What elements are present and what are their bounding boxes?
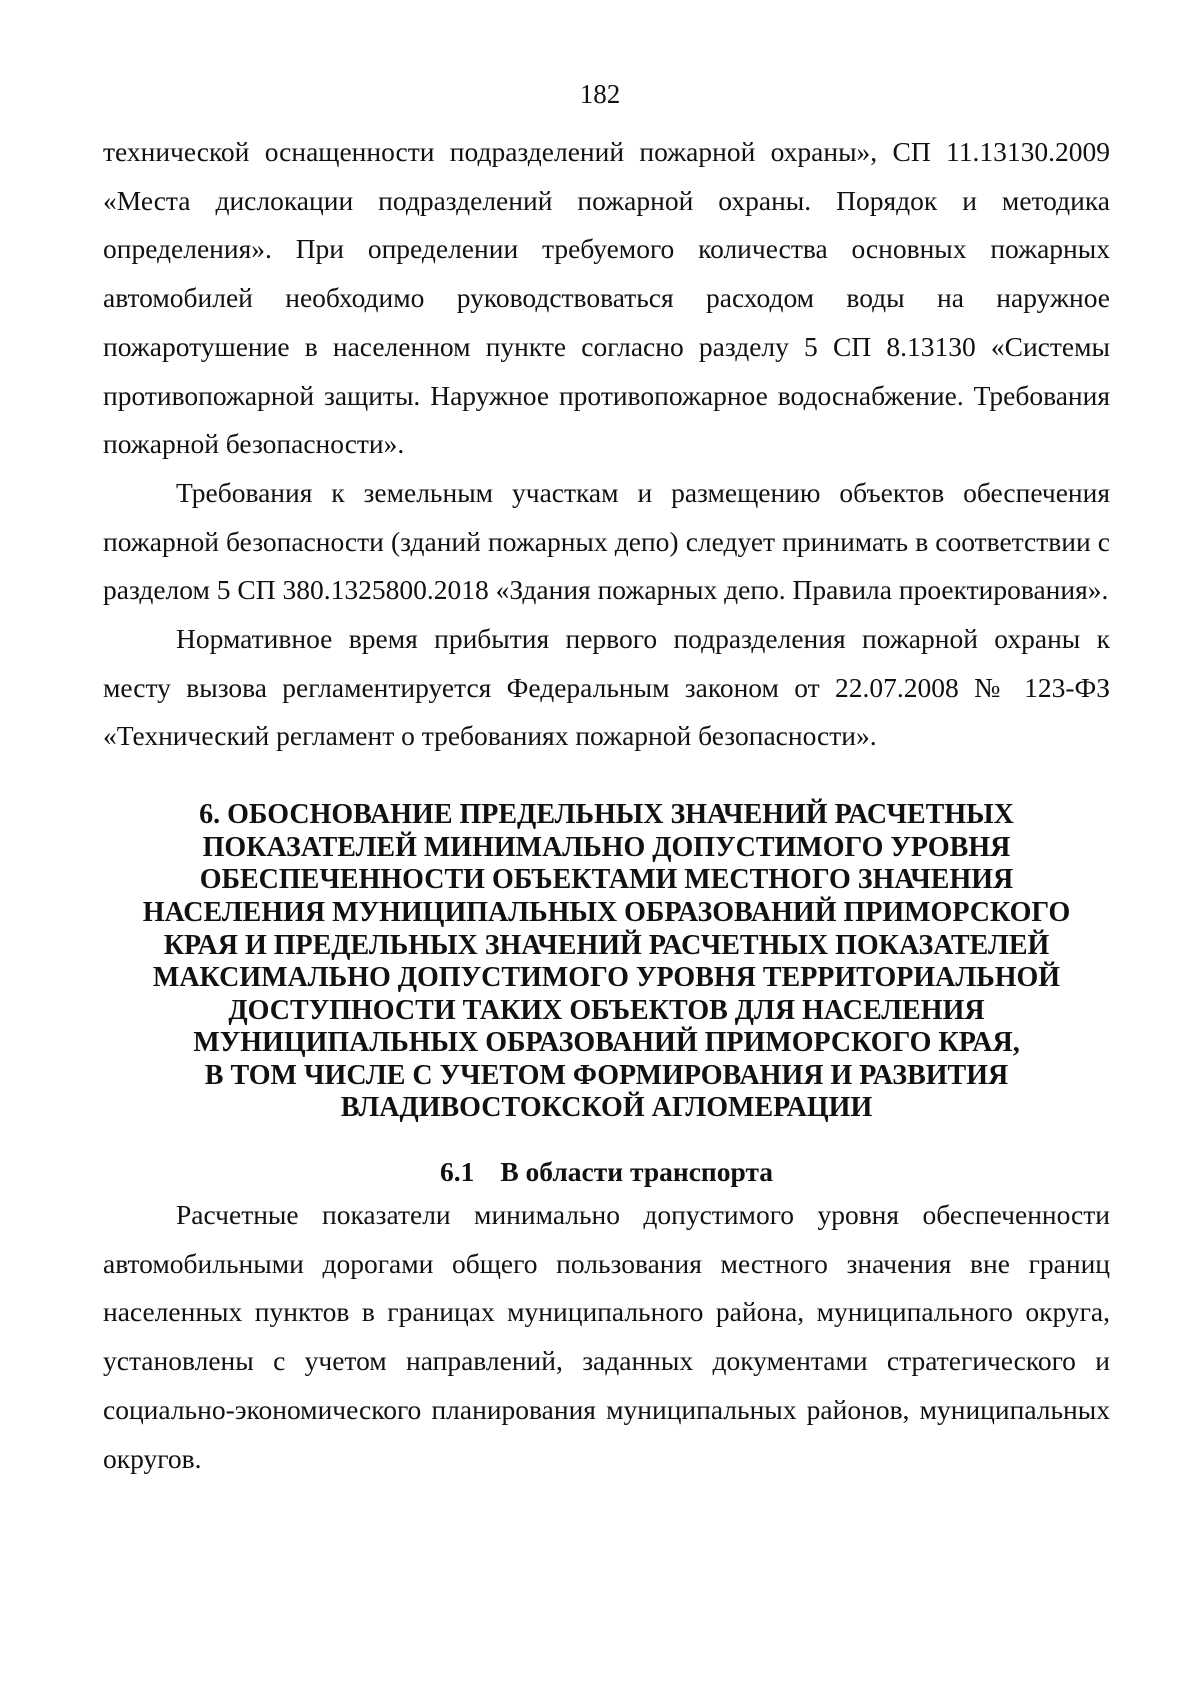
subsection-paragraph: Расчетные показатели минимально допустимого уровня обеспеченности автомобильными дорогами общего пользования местного значения вне границ населенных пунктов в границах муниципального района, муниципального округа, установлены с учетом направлений, заданных документами стратегического и социально-экономического планирования муниципальных районов, муниципальных округов. (103, 1199, 1110, 1474)
section-heading-line: ОБЕСПЕЧЕННОСТИ ОБЪЕКТАМИ МЕСТНОГО ЗНАЧЕНИЯ (199, 864, 1014, 896)
section-heading-line: МАКСИМАЛЬНО ДОПУСТИМОГО УРОВНЯ ТЕРРИТОРИАЛЬНОЙ (152, 962, 1061, 994)
section-heading-line: ВЛАДИВОСТОКСКОЙ АГЛОМЕРАЦИИ (340, 1092, 873, 1124)
page-number: 182 (579, 79, 621, 109)
section-heading-line: КРАЯ И ПРЕДЕЛЬНЫХ ЗНАЧЕНИЙ РАСЧЕТНЫХ ПОКАЗАТЕЛЕЙ (163, 929, 1050, 961)
paragraph-arrival-time: Нормативное время прибытия первого подразделения пожарной охраны к месту вызова регламентируется Федеральным законом от 22.07.2008 № 123-ФЗ «Технический регламент о требованиях пожарной безопасности». (103, 623, 1110, 752)
subsection-title: В области транспорта (500, 1156, 774, 1188)
section-heading (103, 799, 1110, 1125)
document-body (103, 128, 1110, 1483)
section-heading-line: 6. ОБОСНОВАНИЕ ПРЕДЕЛЬНЫХ ЗНАЧЕНИЙ РАСЧЕТНЫХ (199, 799, 1014, 831)
section-heading-line: МУНИЦИПАЛЬНЫХ ОБРАЗОВАНИЙ ПРИМОРСКОГО КРАЯ, (193, 1027, 1020, 1059)
paragraph-fire-equipment: технической оснащенности подразделений пожарной охраны», СП 11.13130.2009 «Места дислокации подразделений пожарной охраны. Порядок и методика определения». При определении требуемого количества основных пожарных автомобилей необходимо руководствоваться расходом воды на наружное пожаротушение в населенном пункте согласно разделу 5 СП 8.13130 «Системы противопожарной защиты. Наружное противопожарное водоснабжение. Требования пожарной безопасности». (103, 136, 1110, 460)
subsection-heading (103, 1155, 1110, 1189)
section-heading-line: ПОКАЗАТЕЛЕЙ МИНИМАЛЬНО ДОПУСТИМОГО УРОВНЯ (202, 831, 1011, 863)
section-heading-line: В ТОМ ЧИСЛЕ С УЧЕТОМ ФОРМИРОВАНИЯ И РАЗВИТИЯ (204, 1059, 1009, 1091)
subsection-number: 6.1 (439, 1156, 475, 1188)
section-heading-line: НАСЕЛЕНИЯ МУНИЦИПАЛЬНЫХ ОБРАЗОВАНИЙ ПРИМОРСКОГО (142, 896, 1071, 928)
section-heading-line: ДОСТУПНОСТИ ТАКИХ ОБЪЕКТОВ ДЛЯ НАСЕЛЕНИЯ (228, 994, 985, 1026)
paragraph-land-requirements: Требования к земельным участкам и размещению объектов обеспечения пожарной безопасности (зданий пожарных депо) следует принимать в соответствии с разделом 5 СП 380.1325800.2018 «Здания пожарных депо. Правила проектирования». (103, 476, 1110, 606)
